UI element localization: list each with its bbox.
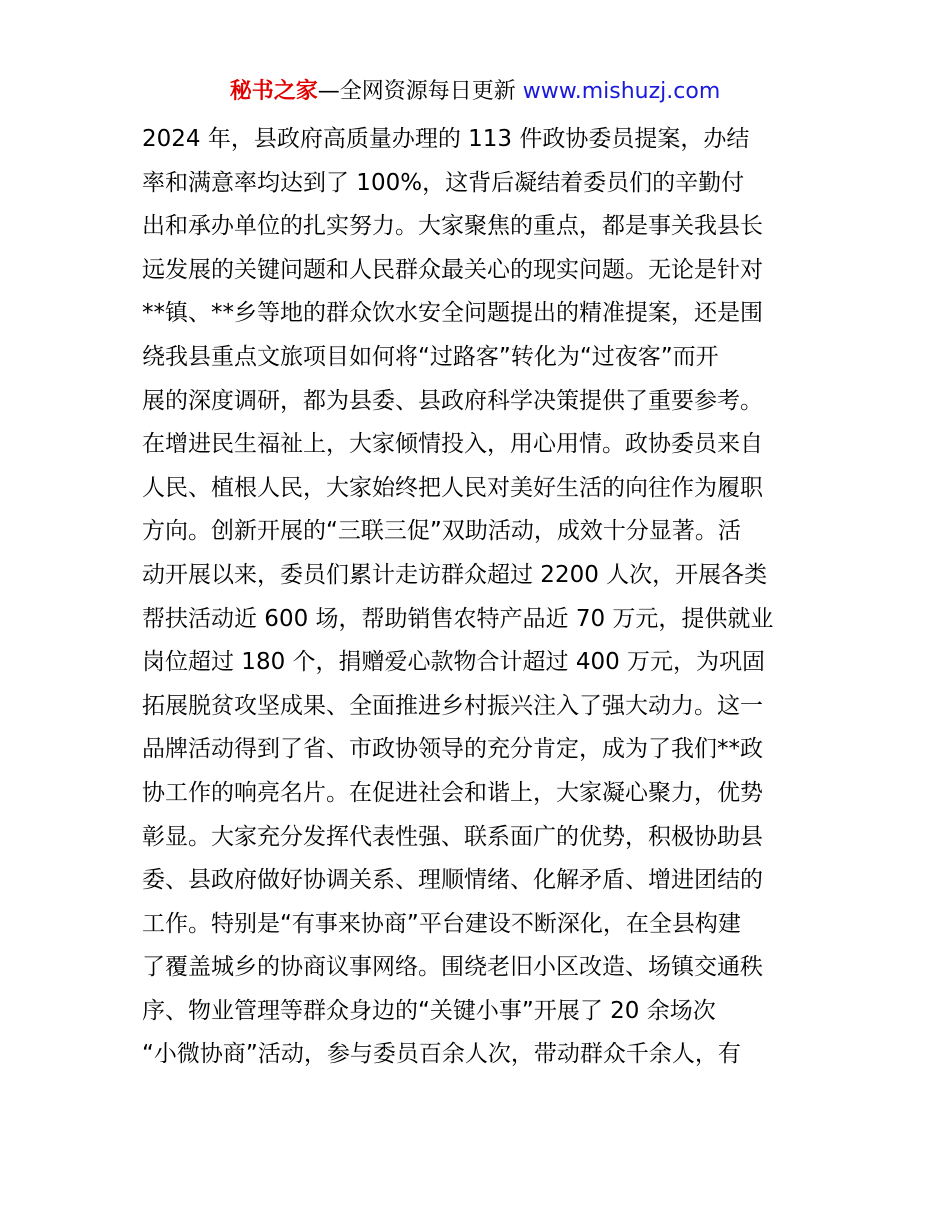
body-line: **镇、**乡等地的群众饮水安全问题提出的精准提案，还是围 — [142, 300, 763, 327]
body-line: 岗位超过 180 个，捐赠爱心款物合计超过 400 万元，为巩固 — [142, 649, 766, 676]
document-body — [142, 118, 822, 1077]
body-line: 序、物业管理等群众身边的“关键小事”开展了 20 余场次 — [142, 997, 716, 1024]
body-line: 动开展以来，委员们累计走访群众超过 2200 人次，开展各类 — [142, 561, 768, 588]
site-brand: 秘书之家 — [229, 79, 318, 104]
body-line: 展的深度调研，都为县委、县政府科学决策提供了重要参考。 — [142, 387, 763, 414]
body-line: 在增进民生福祉上，大家倾情投入，用心用情。政协委员来自 — [142, 431, 763, 458]
body-line: 协工作的响亮名片。在促进社会和谐上，大家凝心聚力，优势 — [142, 779, 763, 806]
body-line: 拓展脱贫攻坚成果、全面推进乡村振兴注入了强大动力。这一 — [142, 692, 763, 719]
body-line: 了覆盖城乡的协商议事网络。围绕老旧小区改造、场镇交通秩 — [142, 954, 763, 981]
site-url-link[interactable]: www.mishuzj.com — [522, 79, 721, 104]
body-line: 方向。创新开展的“三联三促”双助活动，成效十分显著。活 — [142, 518, 741, 545]
body-line: 帮扶活动近 600 场，帮助销售农特产品近 70 万元，提供就业 — [142, 605, 774, 632]
body-line: 绕我县重点文旅项目如何将“过路客”转化为“过夜客”而开 — [142, 343, 719, 370]
body-line: 工作。特别是“有事来协商”平台建设不断深化，在全县构建 — [142, 910, 741, 937]
body-line: 彰显。大家充分发挥代表性强、联系面广的优势，积极协助县 — [142, 823, 763, 850]
body-line: 品牌活动得到了省、市政协领导的充分肯定，成为了我们**政 — [142, 736, 763, 763]
body-line: 2024 年，县政府高质量办理的 113 件政协委员提案，办结 — [142, 126, 750, 152]
body-line: 出和承办单位的扎实努力。大家聚焦的重点，都是事关我县长 — [142, 213, 763, 240]
site-header — [0, 76, 950, 108]
body-line: “小微协商”活动，参与委员百余人次，带动群众千余人，有 — [142, 1041, 741, 1068]
body-line: 人民、植根人民，大家始终把人民对美好生活的向往作为履职 — [142, 474, 763, 501]
body-line: 委、县政府做好协调关系、理顺情绪、化解矛盾、增进团结的 — [142, 867, 763, 894]
body-line: 远发展的关键问题和人民群众最关心的现实问题。无论是针对 — [142, 256, 763, 283]
body-line: 率和满意率均达到了 100%，这背后凝结着委员们的辛勤付 — [142, 169, 745, 196]
site-tagline: —全网资源每日更新 — [317, 79, 516, 104]
